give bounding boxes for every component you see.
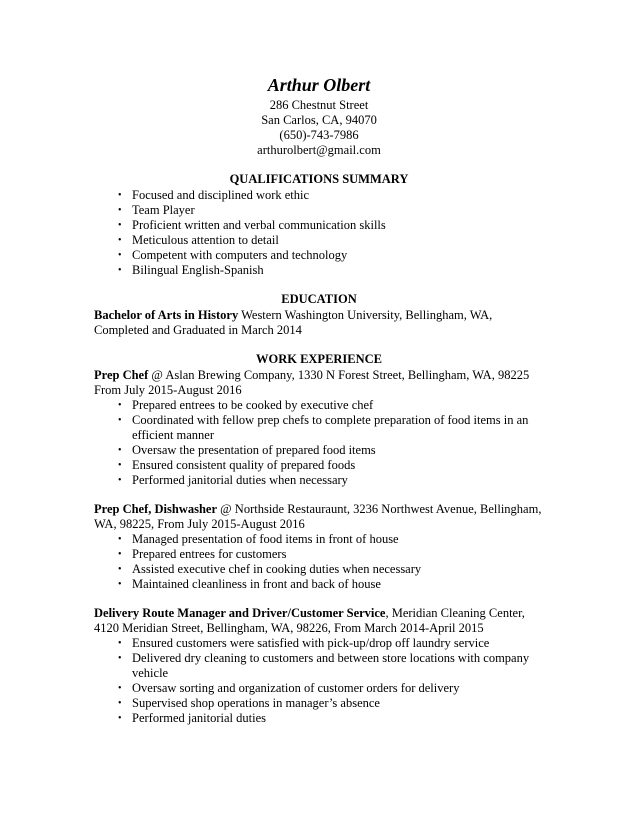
job-role: Delivery Route Manager and Driver/Customer Service <box>94 606 386 620</box>
bullet-icon: • <box>118 235 122 246</box>
list-item-text: Oversaw sorting and organization of customer orders for delivery <box>132 681 460 695</box>
resume-header <box>94 75 544 158</box>
job-entry-1 <box>94 368 544 488</box>
list-item-text: Meticulous attention to detail <box>132 233 279 247</box>
list-item <box>94 696 544 711</box>
list-item-text: Prepared entrees for customers <box>132 547 287 561</box>
list-item <box>94 547 544 562</box>
qualifications-list <box>94 188 544 278</box>
job-duties-list <box>94 636 544 726</box>
list-item <box>94 651 544 681</box>
contact-block <box>94 98 544 158</box>
list-item <box>94 443 544 458</box>
list-item <box>94 218 544 233</box>
job-heading <box>94 502 544 532</box>
job-entry-3 <box>94 606 544 726</box>
bullet-icon: • <box>118 683 122 694</box>
list-item <box>94 711 544 726</box>
list-item-text: Maintained cleanliness in front and back of house <box>132 577 381 591</box>
list-item <box>94 188 544 203</box>
list-item <box>94 413 544 443</box>
bullet-icon: • <box>118 220 122 231</box>
list-item <box>94 263 544 278</box>
address-line-2: San Carlos, CA, 94070 <box>261 113 377 127</box>
list-item <box>94 532 544 547</box>
list-item-text: Oversaw the presentation of prepared food items <box>132 443 376 457</box>
list-item-text: Bilingual English-Spanish <box>132 263 264 277</box>
job-details: @ Northside Restauraunt, 3236 Northwest Avenue, Bellingham, WA, 98225, From July 2015-August 2016 <box>94 502 542 531</box>
list-item-text: Assisted executive chef in cooking duties when necessary <box>132 562 422 576</box>
job-role: Prep Chef <box>94 368 149 382</box>
bullet-icon: • <box>118 653 122 664</box>
education-completion: Completed and Graduated in March 2014 <box>94 323 302 337</box>
bullet-icon: • <box>118 190 122 201</box>
bullet-icon: • <box>118 713 122 724</box>
bullet-icon: • <box>118 445 122 456</box>
bullet-icon: • <box>118 698 122 709</box>
candidate-name: Arthur Olbert <box>267 75 371 95</box>
bullet-icon: • <box>118 564 122 575</box>
bullet-icon: • <box>118 579 122 590</box>
list-item-text: Ensured consistent quality of prepared foods <box>132 458 356 472</box>
list-item-text: Proficient written and verbal communication skills <box>132 218 386 232</box>
school-name: Western Washington University, Bellingham, WA, <box>238 308 493 322</box>
bullet-icon: • <box>118 638 122 649</box>
job-role: Prep Chef, Dishwasher <box>94 502 218 516</box>
bullet-icon: • <box>118 534 122 545</box>
bullet-icon: • <box>118 250 122 261</box>
list-item <box>94 458 544 473</box>
list-item-text: Focused and disciplined work ethic <box>132 188 310 202</box>
bullet-icon: • <box>118 549 122 560</box>
address-line-1: 286 Chestnut Street <box>269 98 369 112</box>
list-item-text: Competent with computers and technology <box>132 248 348 262</box>
list-item-text: Ensured customers were satisfied with pick-up/drop off laundry service <box>132 636 490 650</box>
job-heading <box>94 368 544 398</box>
list-item-text: Performed janitorial duties <box>132 711 266 725</box>
job-heading <box>94 606 544 636</box>
list-item-text: Performed janitorial duties when necessary <box>132 473 348 487</box>
job-entry-2 <box>94 502 544 592</box>
bullet-icon: • <box>118 415 122 426</box>
job-details: , Meridian Cleaning Center, 4120 Meridian Street, Bellingham, WA, 98226, From March 2014-April 2015 <box>94 606 525 635</box>
degree-name: Bachelor of Arts in History <box>94 308 239 322</box>
list-item <box>94 233 544 248</box>
resume-page <box>94 75 544 726</box>
list-item-text: Managed presentation of food items in front of house <box>132 532 399 546</box>
list-item <box>94 398 544 413</box>
list-item-text: Team Player <box>132 203 195 217</box>
list-item <box>94 681 544 696</box>
list-item <box>94 636 544 651</box>
job-details: @ Aslan Brewing Company, 1330 N Forest Street, Bellingham, WA, 98225 From July 2015-August 2016 <box>94 368 530 397</box>
bullet-icon: • <box>118 205 122 216</box>
bullet-icon: • <box>118 400 122 411</box>
education-title: EDUCATION <box>281 292 357 306</box>
experience-title: WORK EXPERIENCE <box>255 352 383 366</box>
list-item <box>94 577 544 592</box>
list-item <box>94 473 544 488</box>
list-item-text: Prepared entrees to be cooked by executive chef <box>132 398 374 412</box>
list-item <box>94 248 544 263</box>
bullet-icon: • <box>118 475 122 486</box>
qualifications-title: QUALIFICATIONS SUMMARY <box>229 172 409 186</box>
list-item <box>94 203 544 218</box>
job-duties-list <box>94 532 544 592</box>
bullet-icon: • <box>118 265 122 276</box>
job-duties-list <box>94 398 544 488</box>
list-item-text: Coordinated with fellow prep chefs to complete preparation of food items in an efficient manner <box>132 413 529 442</box>
list-item-text: Supervised shop operations in manager’s absence <box>132 696 380 710</box>
education-entry <box>94 308 544 338</box>
list-item-text: Delivered dry cleaning to customers and between store locations with company vehicle <box>132 651 530 680</box>
email-address: arthurolbert@gmail.com <box>257 143 381 157</box>
bullet-icon: • <box>118 460 122 471</box>
list-item <box>94 562 544 577</box>
phone-number: (650)-743-7986 <box>279 128 359 142</box>
